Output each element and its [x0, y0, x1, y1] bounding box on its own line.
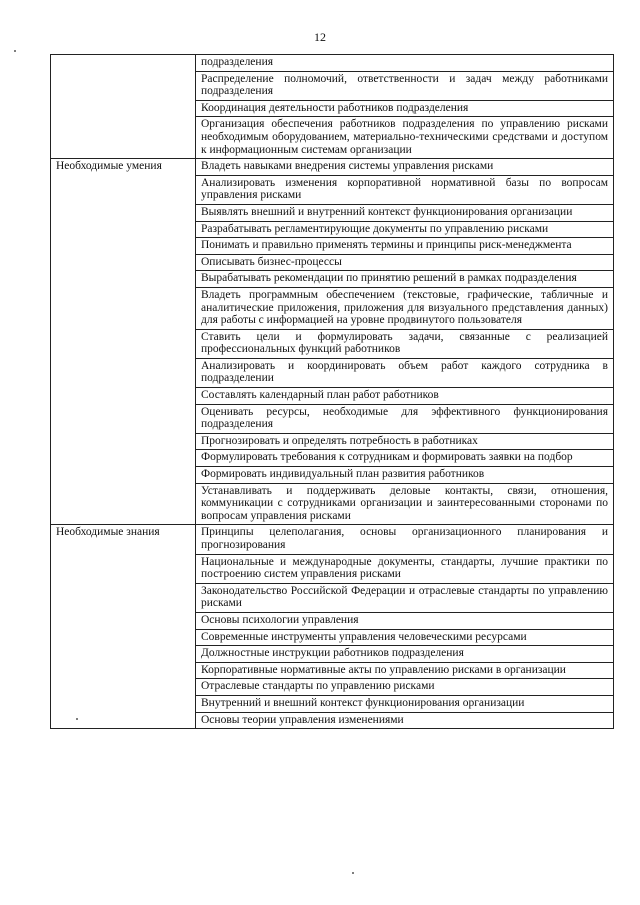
table-cell-item: Отраслевые стандарты по управлению рисками: [196, 679, 614, 696]
table-cell-item: Устанавливать и поддерживать деловые контакты, связи, отношения, коммуникации с сотрудниками организации и заинтересованными сторонами по вопросам управления рисками: [196, 483, 614, 525]
table-cell-item: Внутренний и внешний контекст функционирования организации: [196, 695, 614, 712]
table-cell-item: Составлять календарный план работ работников: [196, 388, 614, 405]
page-number: 12: [314, 30, 326, 44]
table-cell-item: Ставить цели и формулировать задачи, связанные с реализацией профессиональных функций работников: [196, 329, 614, 358]
table-body: [51, 55, 614, 729]
table-cell-item: Основы теории управления изменениями: [196, 712, 614, 729]
section-label: Необходимые знания: [51, 525, 196, 729]
table-cell-item: Распределение полномочий, ответственности и задач между работниками подразделения: [196, 71, 614, 100]
table-cell-item: Формулировать требования к сотрудникам и формировать заявки на подбор: [196, 450, 614, 467]
table-cell-item: Понимать и правильно применять термины и принципы риск-менеджмента: [196, 238, 614, 255]
table-cell-item: Владеть навыками внедрения системы управления рисками: [196, 159, 614, 176]
scan-speck: [14, 50, 16, 52]
table-cell-item: Анализировать и координировать объем работ каждого сотрудника в подразделении: [196, 358, 614, 387]
table-cell-item: Владеть программным обеспечением (текстовые, графические, табличные и аналитические приложения, приложения для визуального представления данных) для работы с информацией на уровне продвинутого пользователя: [196, 287, 614, 329]
table-cell-item: Разрабатывать регламентирующие документы по управлению рисками: [196, 221, 614, 238]
table-cell-item: Выявлять внешний и внутренний контекст функционирования организации: [196, 204, 614, 221]
table-cell-item: Современные инструменты управления человеческими ресурсами: [196, 629, 614, 646]
table-cell-item: Основы психологии управления: [196, 612, 614, 629]
competency-table: [50, 54, 614, 729]
table-row: [51, 55, 614, 72]
table-cell-item: Принципы целеполагания, основы организационного планирования и прогнозирования: [196, 525, 614, 554]
table-cell-item: Корпоративные нормативные акты по управлению рисками в организации: [196, 662, 614, 679]
table-cell-item: Организация обеспечения работников подразделения по управлению рисками необходимым оборудованием, материально-техническими средствами и доступом к информационным системам организации: [196, 117, 614, 159]
table-cell-item: Формировать индивидуальный план развития работников: [196, 467, 614, 484]
section-label: Необходимые умения: [51, 159, 196, 525]
table-cell-item: Законодательство Российской Федерации и отраслевые стандарты по управлению рисками: [196, 583, 614, 612]
scan-speck: [352, 872, 354, 874]
table-cell-item: Оценивать ресурсы, необходимые для эффективного функционирования подразделения: [196, 404, 614, 433]
table-cell-item: подразделения: [196, 55, 614, 72]
table-row: [51, 159, 614, 176]
table-row: [51, 525, 614, 554]
section-label-continued: [51, 55, 196, 159]
table-cell-item: Координация деятельности работников подразделения: [196, 100, 614, 117]
table-cell-item: Вырабатывать рекомендации по принятию решений в рамках подразделения: [196, 271, 614, 288]
table-cell-item: Прогнозировать и определять потребность в работниках: [196, 433, 614, 450]
table-cell-item: Национальные и международные документы, стандарты, лучшие практики по построению систем управления рисками: [196, 554, 614, 583]
table-cell-item: Должностные инструкции работников подразделения: [196, 646, 614, 663]
table-cell-item: Анализировать изменения корпоративной нормативной базы по вопросам управления рисками: [196, 175, 614, 204]
table-cell-item: Описывать бизнес-процессы: [196, 254, 614, 271]
